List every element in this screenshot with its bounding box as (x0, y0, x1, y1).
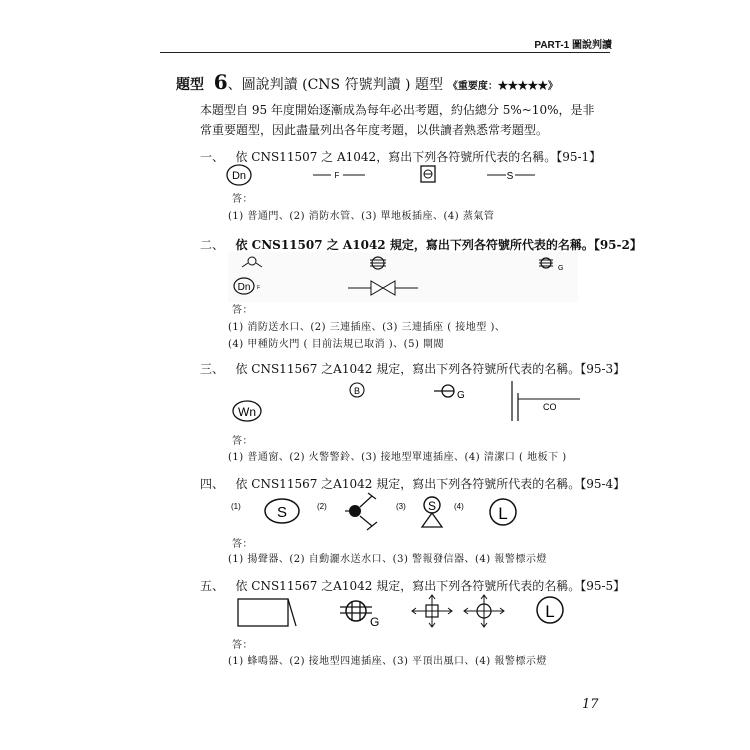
q2-text: 依 CNS11507 之 A1042 規定，寫出下列各符號所代表的名稱。【95-2】 (235, 238, 642, 252)
q1-f-label: F (334, 171, 340, 180)
q3-b-label: B (353, 386, 361, 396)
question-2 (200, 236, 642, 253)
q3-number: 三、 (200, 362, 225, 376)
q5-symbols (232, 592, 582, 632)
ceiling-diffuser-square-symbol (412, 595, 452, 627)
sprinkler-inlet-symbol (345, 493, 377, 530)
grounded-single-outlet-symbol (434, 385, 465, 401)
q2-answer-line1: (1) 消防送水口、(2) 三連插座、(3) 三連插座 ( 接地型 )、 (228, 322, 506, 333)
q4-s2-label: S (427, 499, 437, 513)
grounded-quad-outlet-symbol (340, 601, 379, 629)
q2-number: 二、 (200, 238, 225, 252)
q2-symbols (228, 252, 578, 302)
intro-paragraph: 本題型自 95 年度開始逐漸成為每年必出考題，約佔總分 5%~10%，是非常重要題型，因此盡量列出各年度考題，以供讀者熟悉常考題型。 (200, 103, 595, 137)
alarm-transmitter-symbol (422, 497, 442, 527)
q5-answer-label: 答： (232, 640, 253, 651)
q1-text: 依 CNS11507 之 A1042，寫出下列各符號所代表的名稱。【95-1】 (235, 150, 602, 164)
q4-answer-label: 答： (232, 539, 253, 550)
door-symbol (227, 165, 251, 185)
steam-pipe-symbol (487, 168, 535, 182)
q3-text: 依 CNS11567 之A1042 規定，寫出下列各符號所代表的名稱。【95-3】 (235, 362, 626, 376)
q4-text: 依 CNS11567 之A1042 規定，寫出下列各符號所代表的名稱。【95-4】 (235, 477, 626, 491)
title-prefix: 題型 (176, 77, 204, 93)
q2-answer-line2: (4) 甲種防火門 ( 目前法規已取消 )、(5) 閘閥 (228, 339, 445, 350)
fire-water-pipe-symbol (313, 170, 365, 180)
alarm-lamp-symbol (537, 597, 563, 623)
q2-dn-label: Dn (237, 282, 251, 293)
q5-text: 依 CNS11567 之A1042 規定，寫出下列各符號所代表的名稱。【95-5】 (235, 579, 626, 593)
q3-g-label: G (457, 390, 465, 401)
q4-s-label: S (276, 504, 288, 521)
alarm-indicator-lamp-symbol (490, 499, 516, 525)
title-text: 、圖說判讀 (CNS 符號判讀 ) 題型 (227, 77, 443, 93)
running-header: PART-1 圖說判讀 (534, 40, 612, 51)
q4-label-3: (3) (396, 502, 406, 511)
q4-label-2: (2) (317, 502, 327, 511)
ceiling-diffuser-round-symbol (464, 595, 504, 627)
q4-answer: (1) 揚聲器、(2) 自動灑水送水口、(3) 警報發信器、(4) 報警標示燈 (228, 554, 547, 565)
fire-bell-symbol (350, 383, 364, 397)
q2-sub-label: F (257, 285, 261, 291)
q5-answer: (1) 蜂鳴器、(2) 接地型四連插座、(3) 平頂出風口、(4) 報警標示燈 (228, 656, 547, 667)
page-number: 17 (582, 697, 599, 712)
q5-g-label: G (370, 615, 380, 629)
q5-number: 五、 (200, 579, 225, 593)
speaker-symbol (265, 499, 299, 523)
q2-answer-label: 答： (232, 305, 253, 316)
q3-symbols (225, 377, 595, 427)
question-3 (200, 360, 625, 377)
q3-answer-label: 答： (232, 436, 253, 447)
q1-dn-label: Dn (231, 170, 247, 182)
cleanout-symbol (512, 381, 580, 421)
q1-symbols (225, 162, 555, 188)
importance: 《重要度：★★★★★》 (447, 81, 558, 92)
section-title (176, 70, 558, 94)
q4-label-1: (1) (231, 502, 241, 511)
floor-outlet-symbol (421, 166, 435, 182)
q2-g-label: G (558, 265, 564, 272)
q3-wn-label: Wn (238, 405, 256, 419)
q3-co-label: CO (543, 402, 557, 412)
q1-answer: (1) 普通門、(2) 消防水管、(3) 單地板插座、(4) 蒸氣管 (228, 211, 495, 222)
q4-symbols (225, 492, 535, 536)
q1-number: 一、 (200, 150, 225, 164)
question-4 (200, 475, 625, 492)
q4-l-label: L (498, 504, 508, 523)
q1-s-label: S (506, 171, 514, 182)
q5-l-label: L (545, 602, 555, 621)
q1-answer-label: 答： (232, 194, 253, 205)
q4-label-4: (4) (454, 502, 464, 511)
header-rule (160, 52, 610, 53)
q3-answer: (1) 普通窗、(2) 火警警鈴、(3) 接地型單連插座、(4) 清潔口 ( 地板下 ) (228, 452, 567, 463)
window-symbol (233, 401, 261, 421)
title-number: 6 (213, 70, 228, 94)
q4-number: 四、 (200, 477, 225, 491)
buzzer-symbol (238, 599, 296, 626)
